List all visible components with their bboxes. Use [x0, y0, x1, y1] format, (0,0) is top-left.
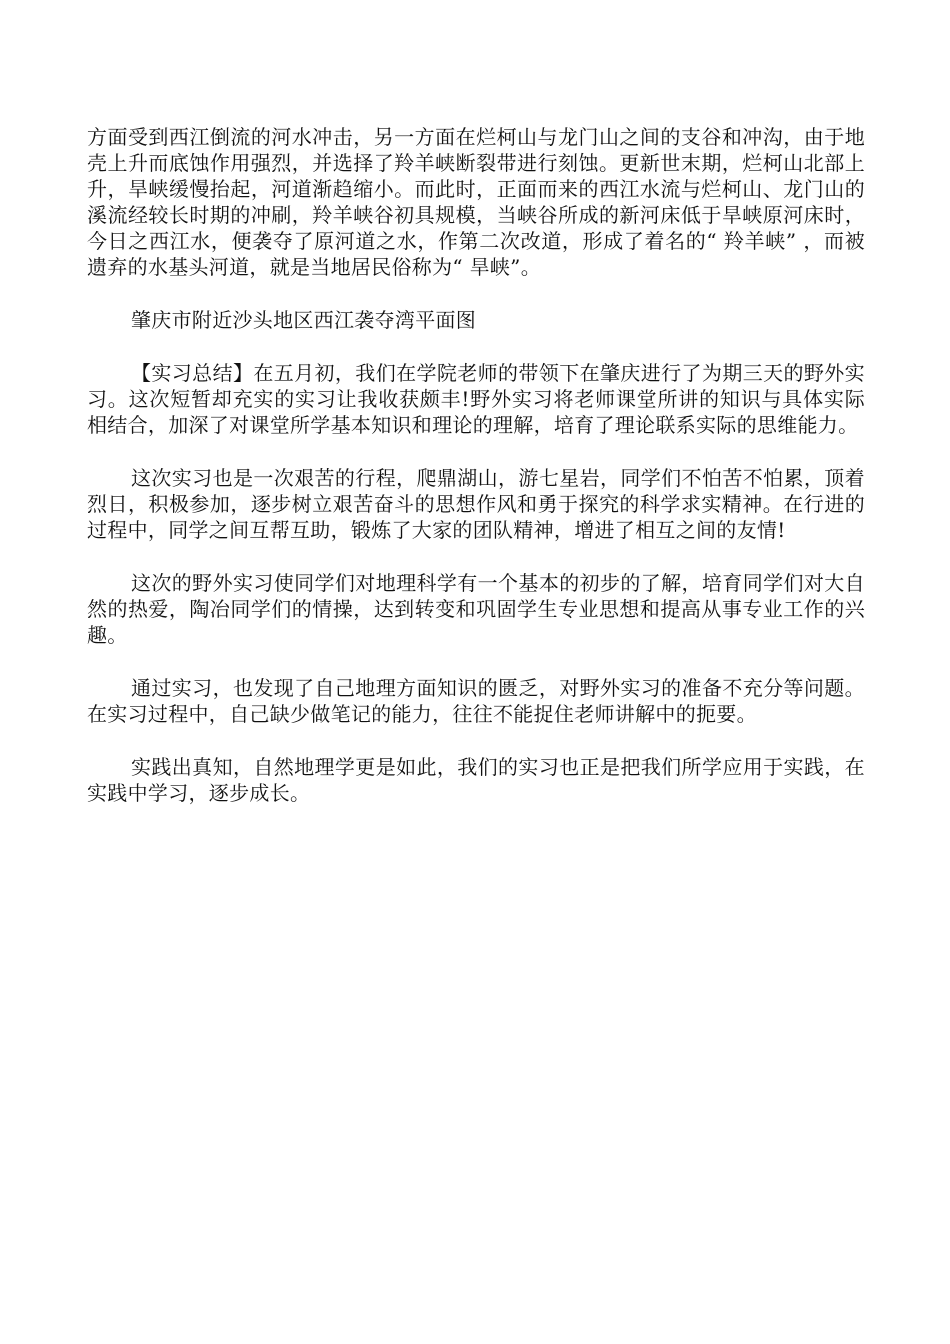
paragraph-shortcomings: 通过实习，也发现了自己地理方面知识的匮乏，对野外实习的准备不充分等问题。在实习过程中，自己缺少做笔记的能力，往往不能捉住老师讲解中的扼要。: [87, 676, 865, 726]
paragraph-continuation: 方面受到西江倒流的河水冲击，另一方面在烂柯山与龙门山之间的支谷和冲沟，由于地壳上升而底蚀作用强烈，并选择了羚羊峡断裂带进行刻蚀。更新世末期，烂柯山北部上升，旱峡缓慢抬起，河道渐趋缩小。而此时，正面而来的西江水流与烂柯山、龙门山的溪流经较长时期的冲刷，羚羊峡谷初具规模，当峡谷所成的新河床低于旱峡原河床时，今日之西江水，便袭夺了原河道之水，作第二次改道，形成了着名的“ 羚羊峡” ，而被遗弃的水基头河道，就是当地居民俗称为“ 旱峡”。: [87, 125, 865, 279]
document-body: [87, 124, 865, 806]
figure-caption: 肇庆市附近沙头地区西江袭夺湾平面图: [131, 308, 477, 332]
paragraph-hardship: 这次实习也是一次艰苦的行程，爬鼎湖山，游七星岩，同学们不怕苦不怕累，顶着烈日，积极参加，逐步树立艰苦奋斗的思想作风和勇于探究的科学求实精神。在行进的过程中，同学之间互帮互助，锻炼了大家的团队精神，增进了相互之间的友情!: [87, 466, 865, 542]
paragraph-conclusion: 实践出真知，自然地理学更是如此，我们的实习也正是把我们所学应用于实践，在实践中学习，逐步成长。: [87, 755, 865, 805]
paragraph-summary: 【实习总结】在五月初，我们在学院老师的带领下在肇庆进行了为期三天的野外实习。这次短暂却充实的实习让我收获颇丰!野外实习将老师课堂所讲的知识与具体实际相结合，加深了对课堂所学基本知识和理论的理解，培育了理论联系实际的思维能力。: [87, 361, 865, 437]
paragraph-understanding: 这次的野外实习使同学们对地理科学有一个基本的初步的了解，培育同学们对大自然的热爱，陶冶同学们的情操，达到转变和巩固学生专业思想和提高从事专业工作的兴趣。: [87, 571, 865, 647]
